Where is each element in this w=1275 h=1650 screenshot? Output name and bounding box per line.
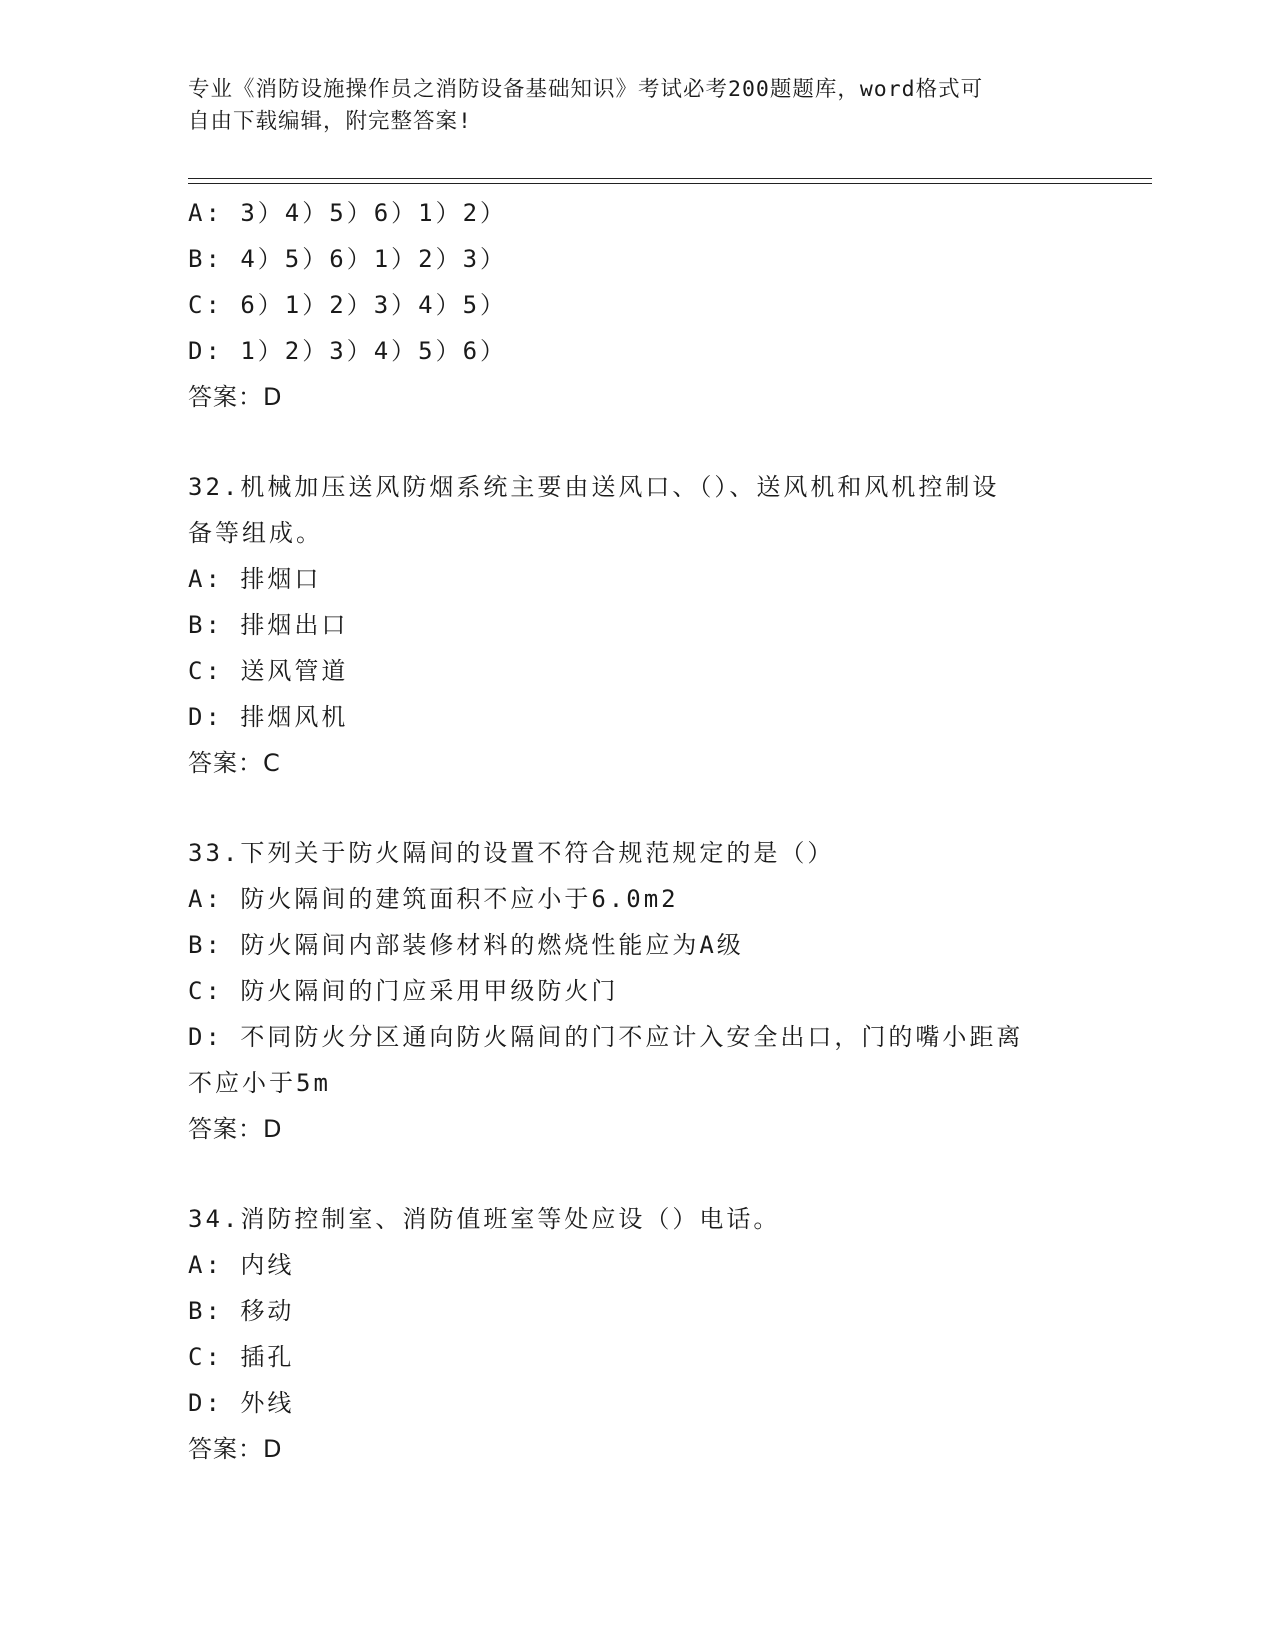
option-d: D: 1）2）3）4）5）6） (188, 337, 508, 365)
option-b: B: 4）5）6）1）2）3） (188, 245, 508, 273)
option-b: B: 移动 (188, 1297, 295, 1325)
question-stem-line-1: 33.下列关于防火隔间的设置不符合规范规定的是（） (188, 839, 835, 867)
option-d: D: 外线 (188, 1389, 295, 1417)
answer-line: 答案：D (188, 1115, 283, 1143)
header-line-2: 自由下载编辑，附完整答案! (188, 109, 472, 134)
option-c: C: 送风管道 (188, 657, 349, 685)
answer-line: 答案：D (188, 383, 283, 411)
option-b: B: 排烟出口 (188, 611, 349, 639)
option-d-line-1: D: 不同防火分区通向防火隔间的门不应计入安全出口，门的嘴小距离 (188, 1023, 1024, 1051)
question-34 (188, 1196, 1088, 1472)
option-a: A: 排烟口 (188, 565, 322, 593)
option-c: C: 6）1）2）3）4）5） (188, 291, 508, 319)
question-32 (188, 464, 1088, 786)
option-d: D: 排烟风机 (188, 703, 349, 731)
header-divider-bottom (188, 183, 1152, 184)
question-stem-line-2: 备等组成。 (188, 519, 323, 547)
question-stem-line-1: 32.机械加压送风防烟系统主要由送风口、（）、送风机和风机控制设 (188, 473, 1000, 501)
option-d-line-2: 不应小于5m (188, 1069, 331, 1097)
header-divider-top (188, 178, 1152, 179)
option-c: C: 插孔 (188, 1343, 295, 1371)
question-stem-line-1: 34.消防控制室、消防值班室等处应设（）电话。 (188, 1205, 781, 1233)
answer-line: 答案：C (188, 749, 281, 777)
option-a: A: 防火隔间的建筑面积不应小于6.0m2 (188, 885, 679, 913)
option-c: C: 防火隔间的门应采用甲级防火门 (188, 977, 619, 1005)
option-a: A: 内线 (188, 1251, 295, 1279)
question-list (188, 190, 1088, 1472)
question-33 (188, 830, 1088, 1152)
option-a: A: 3）4）5）6）1）2） (188, 199, 508, 227)
option-b: B: 防火隔间内部装修材料的燃烧性能应为A级 (188, 931, 744, 959)
document-header (188, 74, 1088, 138)
answer-line: 答案：D (188, 1435, 283, 1463)
question-31-tail (188, 190, 1088, 420)
header-line-1: 专业《消防设施操作员之消防设备基础知识》考试必考200题题库，word格式可 (188, 77, 984, 102)
